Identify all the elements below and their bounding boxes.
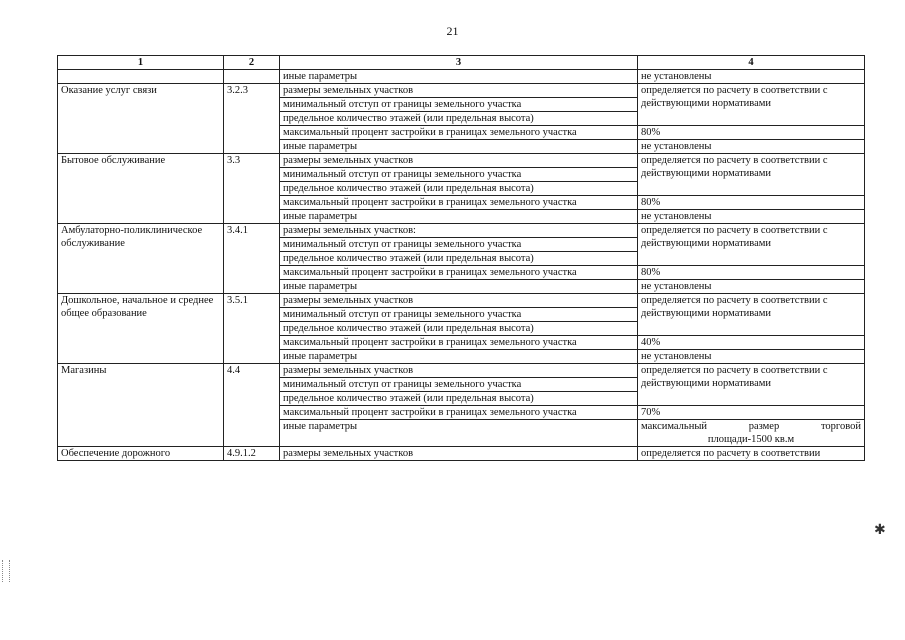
value-cell: 80%	[638, 126, 865, 140]
param-cell: иные параметры	[280, 70, 638, 84]
table-row	[58, 84, 865, 98]
value-cell: не установлены	[638, 350, 865, 364]
column-header-1: 1	[58, 56, 224, 70]
param-cell: иные параметры	[280, 280, 638, 294]
table-header-row	[58, 56, 865, 70]
param-cell: максимальный процент застройки в границах земельного участка	[280, 336, 638, 350]
table-row	[58, 364, 865, 378]
param-cell: предельное количество этажей (или предельная высота)	[280, 322, 638, 336]
param-cell: размеры земельных участков	[280, 364, 638, 378]
value-cell: определяется по расчету в соответствии с действующими нормативами	[638, 154, 865, 196]
asterisk-mark-icon: ✱	[874, 522, 886, 538]
value-cell: определяется по расчету в соответствии с действующими нормативами	[638, 84, 865, 126]
value-word: торговой	[820, 421, 861, 432]
param-cell: размеры земельных участков	[280, 154, 638, 168]
value-cell: 80%	[638, 196, 865, 210]
activity-name-cell: Оказание услуг связи	[58, 84, 224, 154]
param-cell: предельное количество этажей (или предельная высота)	[280, 392, 638, 406]
param-cell: предельное количество этажей (или предельная высота)	[280, 182, 638, 196]
value-cell: не установлены	[638, 210, 865, 224]
value-cell: 70%	[638, 406, 865, 420]
activity-code-cell: 4.4	[224, 364, 280, 447]
value-word: максимальный	[641, 421, 707, 432]
param-cell: минимальный отступ от границы земельного участка	[280, 168, 638, 182]
column-header-2: 2	[224, 56, 280, 70]
table-row	[58, 224, 865, 238]
activity-code-cell: 3.2.3	[224, 84, 280, 154]
table-row	[58, 154, 865, 168]
value-word: размер	[748, 421, 780, 432]
activity-name-cell: Дошкольное, начальное и среднее общее образование	[58, 294, 224, 364]
value-cell: определяется по расчету в соответствии	[638, 447, 865, 461]
param-cell: предельное количество этажей (или предельная высота)	[280, 112, 638, 126]
activity-name-cell	[58, 70, 224, 84]
page-number: 21	[446, 24, 459, 38]
value-cell: определяется по расчету в соответствии с действующими нормативами	[638, 294, 865, 336]
regulations-table	[57, 55, 865, 461]
activity-name-cell: Амбулаторно-поликлиническое обслуживание	[58, 224, 224, 294]
value-cell	[638, 420, 865, 447]
activity-code-cell: 3.5.1	[224, 294, 280, 364]
param-cell: максимальный процент застройки в границах земельного участка	[280, 266, 638, 280]
param-cell: размеры земельных участков	[280, 294, 638, 308]
param-cell: минимальный отступ от границы земельного участка	[280, 378, 638, 392]
table-row	[58, 447, 865, 461]
activity-code-cell: 3.4.1	[224, 224, 280, 294]
column-header-3: 3	[280, 56, 638, 70]
activity-name-cell: Обеспечение дорожного	[58, 447, 224, 461]
activity-name-cell: Магазины	[58, 364, 224, 447]
param-cell: иные параметры	[280, 140, 638, 154]
activity-name-cell: Бытовое обслуживание	[58, 154, 224, 224]
value-line: площади-1500 кв.м	[707, 434, 795, 445]
column-header-4: 4	[638, 56, 865, 70]
param-cell: размеры земельных участков	[280, 84, 638, 98]
binding-margin-mark	[2, 560, 10, 582]
param-cell: иные параметры	[280, 350, 638, 364]
table-row	[58, 70, 865, 84]
value-cell: определяется по расчету в соответствии с действующими нормативами	[638, 364, 865, 406]
param-cell: размеры земельных участков:	[280, 224, 638, 238]
value-cell: 40%	[638, 336, 865, 350]
value-cell: не установлены	[638, 70, 865, 84]
param-cell: размеры земельных участков	[280, 447, 638, 461]
activity-code-cell	[224, 70, 280, 84]
param-cell: максимальный процент застройки в границах земельного участка	[280, 406, 638, 420]
table-row	[58, 294, 865, 308]
activity-code-cell: 4.9.1.2	[224, 447, 280, 461]
param-cell: предельное количество этажей (или предельная высота)	[280, 252, 638, 266]
param-cell: минимальный отступ от границы земельного участка	[280, 98, 638, 112]
param-cell: минимальный отступ от границы земельного участка	[280, 238, 638, 252]
param-cell: максимальный процент застройки в границах земельного участка	[280, 126, 638, 140]
value-cell: не установлены	[638, 140, 865, 154]
value-cell: не установлены	[638, 280, 865, 294]
activity-code-cell: 3.3	[224, 154, 280, 224]
value-cell: 80%	[638, 266, 865, 280]
param-cell: иные параметры	[280, 210, 638, 224]
value-line	[641, 420, 861, 433]
param-cell: иные параметры	[280, 420, 638, 447]
param-cell: минимальный отступ от границы земельного участка	[280, 308, 638, 322]
param-cell: максимальный процент застройки в границах земельного участка	[280, 196, 638, 210]
value-cell: определяется по расчету в соответствии с действующими нормативами	[638, 224, 865, 266]
